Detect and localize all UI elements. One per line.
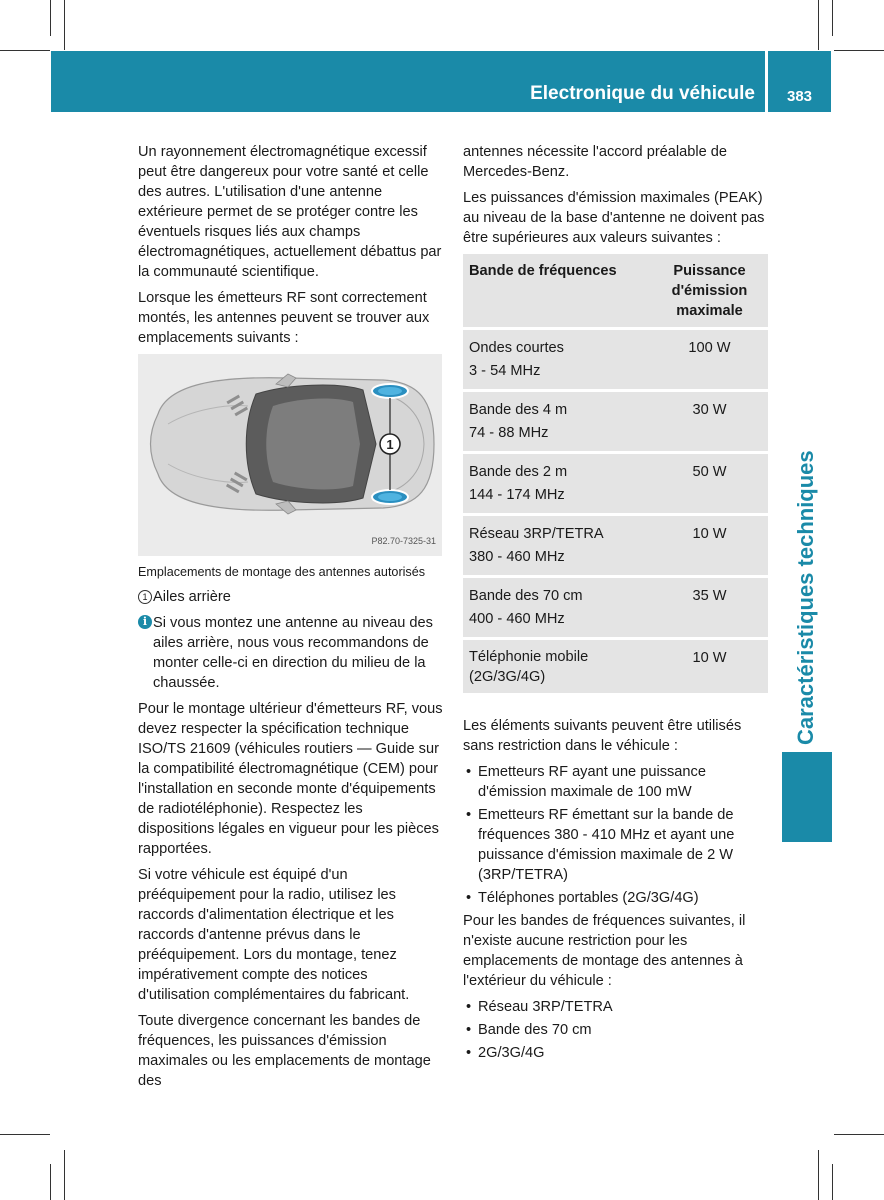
legend-item bbox=[138, 587, 443, 607]
table-row bbox=[463, 329, 768, 391]
table-row bbox=[463, 577, 768, 639]
crop-mark bbox=[834, 50, 884, 51]
legend-number: 1 bbox=[138, 590, 152, 604]
list-item: • Emetteurs RF émettant sur la bande de fréquences 380 - 410 MHz et ayant une puissance d'émission maximale de 2 W (3RP/TETRA) bbox=[463, 805, 770, 885]
table-row bbox=[463, 639, 768, 695]
paragraph: Lorsque les émetteurs RF sont correctement montés, les antennes peuvent se trouver aux emplacements suivants : bbox=[138, 290, 430, 346]
info-icon: i bbox=[138, 615, 152, 629]
list-item: • Réseau 3RP/TETRA bbox=[463, 997, 770, 1017]
paragraph: Toute divergence concernant les bandes de fréquences, les puissances d'émission maximales ou les emplacements de montage des bbox=[138, 1013, 431, 1089]
crop-mark bbox=[64, 0, 65, 50]
crop-mark bbox=[50, 0, 51, 36]
band-cell: Bande des 4 m 74 - 88 MHz bbox=[463, 391, 651, 453]
table-row bbox=[463, 391, 768, 453]
figure-caption: Emplacements de montage des antennes autorisés bbox=[138, 565, 426, 579]
page-number-box bbox=[768, 51, 831, 112]
page-number: 383 bbox=[786, 88, 813, 105]
band-cell: Ondes courtes 3 - 54 MHz bbox=[463, 329, 651, 391]
side-tab-label: Caractéristiques techniques bbox=[793, 450, 818, 745]
crop-mark bbox=[834, 1134, 884, 1135]
emission-power-table bbox=[463, 254, 768, 696]
left-column bbox=[138, 142, 443, 1097]
paragraph: Les puissances d'émission maximales (PEAK) au niveau de la base d'antenne ne doivent pas être supérieures aux valeurs suivantes : bbox=[463, 190, 765, 246]
crop-mark bbox=[50, 1164, 51, 1200]
band-cell: Bande des 70 cm 400 - 460 MHz bbox=[463, 577, 651, 639]
crop-mark bbox=[818, 0, 819, 50]
band-cell: Bande des 2 m 144 - 174 MHz bbox=[463, 453, 651, 515]
info-note-text: Si vous montez une antenne au niveau des ailes arrière, nous vous recommandons de monter celle-ci en direction du milieu de la chaussée. bbox=[153, 615, 433, 691]
right-column bbox=[463, 142, 770, 1066]
figure-code: P82.70-7325-31 bbox=[371, 536, 436, 546]
paragraph: Pour les bandes de fréquences suivantes, il n'existe aucune restriction pour les emplacements de montage des antennes à l'extérieur du véhicule : bbox=[463, 913, 746, 989]
paragraph: Les éléments suivants peuvent être utilisés sans restriction dans le véhicule : bbox=[463, 718, 742, 754]
table-header-band: Bande de fréquences bbox=[463, 254, 651, 329]
power-cell: 30 W bbox=[651, 391, 768, 453]
paragraph: antennes nécessite l'accord préalable de Mercedes-Benz. bbox=[463, 144, 728, 180]
table-row bbox=[463, 515, 768, 577]
power-cell: 35 W bbox=[651, 577, 768, 639]
band-cell: Réseau 3RP/TETRA 380 - 460 MHz bbox=[463, 515, 651, 577]
table-row bbox=[463, 453, 768, 515]
list-item: • Emetteurs RF ayant une puissance d'émission maximale de 100 mW bbox=[463, 762, 770, 802]
crop-mark bbox=[64, 1150, 65, 1200]
antenna-location-figure bbox=[138, 354, 442, 556]
info-note bbox=[138, 613, 443, 693]
crop-mark bbox=[818, 1150, 819, 1200]
power-cell: 10 W bbox=[651, 639, 768, 695]
side-tab-marker bbox=[782, 752, 832, 842]
paragraph: Pour le montage ultérieur d'émetteurs RF, vous devez respecter la spécification technique ISO/TS 21609 (véhicules routiers — Guide sur la compatibilité électromagnétique (CEM) pour l'installation en seconde monte d'équipements de radiotéléphonie). Respectez les dispositions légales en vigueur pour les pièces rapportées. bbox=[138, 701, 443, 857]
power-cell: 50 W bbox=[651, 453, 768, 515]
band-cell: Téléphonie mobile (2G/3G/4G) bbox=[463, 639, 651, 695]
power-cell: 100 W bbox=[651, 329, 768, 391]
list-item: • Bande des 70 cm bbox=[463, 1020, 770, 1040]
crop-mark bbox=[0, 1134, 50, 1135]
section-title: Electronique du véhicule bbox=[530, 83, 755, 104]
list-item: • 2G/3G/4G bbox=[463, 1043, 770, 1063]
table-header-row bbox=[463, 254, 768, 329]
legend-text: Ailes arrière bbox=[153, 589, 231, 605]
power-cell: 10 W bbox=[651, 515, 768, 577]
figure-callout-1: 1 bbox=[386, 437, 394, 452]
table-header-power: Puissance d'émission maximale bbox=[651, 254, 768, 329]
car-top-view-illustration bbox=[138, 354, 442, 556]
crop-mark bbox=[832, 0, 833, 36]
header-bar bbox=[51, 51, 765, 112]
paragraph: Un rayonnement électromagnétique excessif peut être dangereux pour votre santé et celle des autres. L'utilisation d'une antenne extérieure permet de se protéger contre les éventuels risques liés aux champs électromagnétiques, actuellement débattus par la communauté scientifique. bbox=[138, 144, 442, 280]
crop-mark bbox=[832, 1164, 833, 1200]
paragraph: Si votre véhicule est équipé d'un prééquipement pour la radio, utilisez les raccords d'alimentation électrique et les raccords d'antenne prévus dans le prééquipement. Lors du montage, tenez impérativement compte des notices d'utilisation complémentaires du fabricant. bbox=[138, 867, 410, 1003]
crop-mark bbox=[0, 50, 50, 51]
list-item: • Téléphones portables (2G/3G/4G) bbox=[463, 888, 770, 908]
